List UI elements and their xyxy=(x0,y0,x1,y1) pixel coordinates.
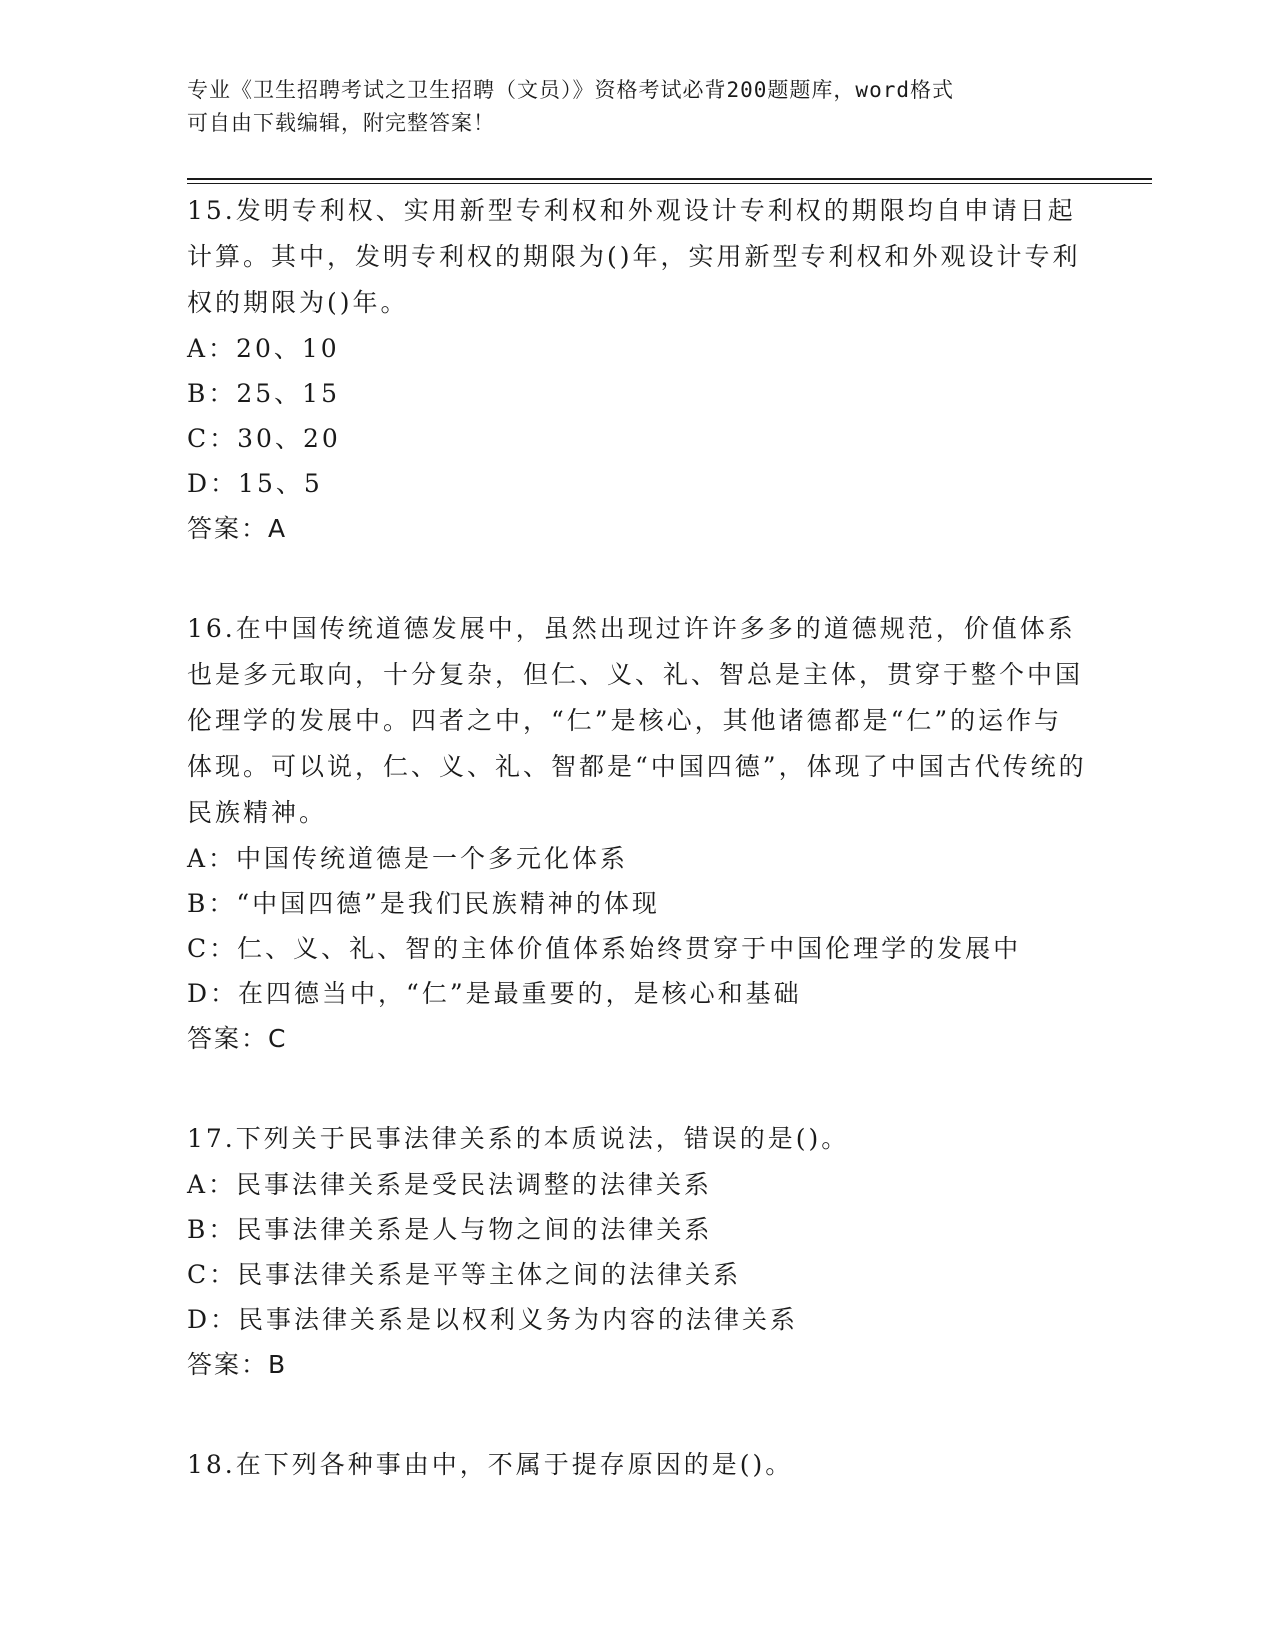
option-c: C：30、20 xyxy=(187,424,341,453)
option-b: B：“中国四德”是我们民族精神的体现 xyxy=(187,889,660,918)
answer-line: 答案：C xyxy=(187,1024,288,1053)
header-divider-thin xyxy=(187,183,1152,184)
option-d: D：民事法律关系是以权利义务为内容的法律关系 xyxy=(187,1305,799,1334)
question-15 xyxy=(187,188,1087,551)
question-stem: 16.在中国传统道德发展中，虽然出现过许许多多的道德规范，价值体系也是多元取向，十分复杂，但仁、义、礼、智总是主体，贯穿于整个中国伦理学的发展中。四者之中，“仁”是核心，其他诸德都是“仁”的运作与体现。可以说，仁、义、礼、智都是“中国四德”，体现了中国古代传统的民族精神。 xyxy=(187,614,1087,827)
header-divider-thick xyxy=(187,178,1152,180)
option-b: B：民事法律关系是人与物之间的法律关系 xyxy=(187,1215,713,1244)
question-17 xyxy=(187,1116,1087,1387)
answer-line: 答案：A xyxy=(187,514,288,543)
question-spacer xyxy=(187,1061,1087,1116)
option-a: A：20、10 xyxy=(187,334,340,363)
question-18 xyxy=(187,1442,1087,1488)
question-spacer xyxy=(187,1387,1087,1442)
option-b: B：25、15 xyxy=(187,379,340,408)
option-c: C：仁、义、礼、智的主体价值体系始终贯穿于中国伦理学的发展中 xyxy=(187,934,1022,963)
question-stem: 17.下列关于民事法律关系的本质说法，错误的是()。 xyxy=(187,1124,850,1153)
option-d: D：在四德当中，“仁”是最重要的，是核心和基础 xyxy=(187,979,802,1008)
header-title-line-1: 专业《卫生招聘考试之卫生招聘（文员）》资格考试必背200题题库，word格式 xyxy=(187,78,954,102)
option-d: D：15、5 xyxy=(187,469,323,498)
option-a: A：民事法律关系是受民法调整的法律关系 xyxy=(187,1170,713,1199)
document-header xyxy=(187,74,1087,140)
question-spacer xyxy=(187,551,1087,606)
question-stem: 18.在下列各种事由中，不属于提存原因的是()。 xyxy=(187,1450,794,1479)
option-c: C：民事法律关系是平等主体之间的法律关系 xyxy=(187,1260,742,1289)
header-title-line-2: 可自由下载编辑，附完整答案！ xyxy=(187,111,495,135)
question-stem: 15.发明专利权、实用新型专利权和外观设计专利权的期限均自申请日起计算。其中，发明专利权的期限为()年，实用新型专利权和外观设计专利权的期限为()年。 xyxy=(187,196,1081,317)
question-16 xyxy=(187,606,1087,1061)
question-list xyxy=(187,188,1087,1488)
option-a: A：中国传统道德是一个多元化体系 xyxy=(187,844,629,873)
answer-line: 答案：B xyxy=(187,1350,288,1379)
